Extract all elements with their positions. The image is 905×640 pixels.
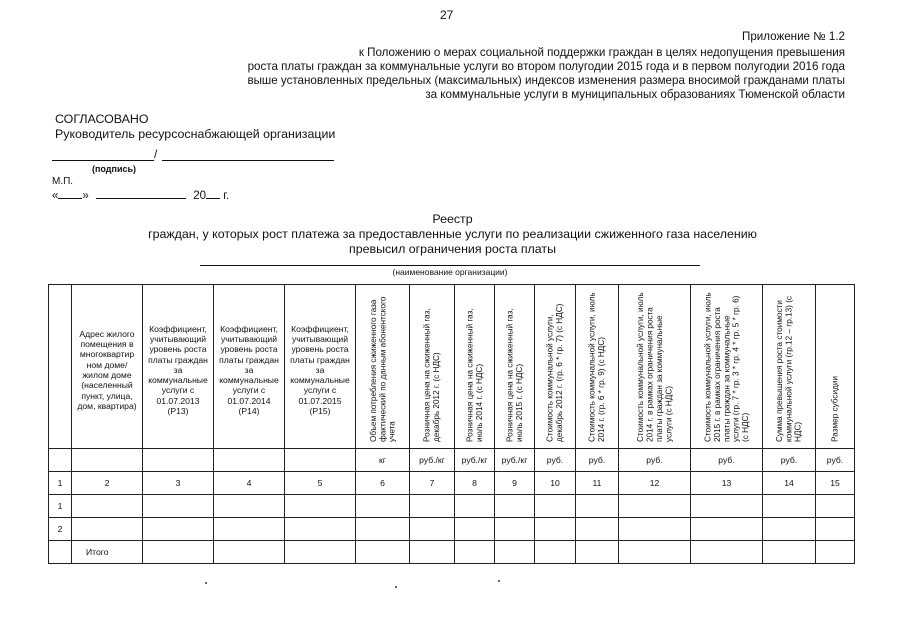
- header-cell-excess: [763, 285, 816, 449]
- appendix-header: [205, 30, 845, 102]
- appendix-line: за коммунальные услуги в муниципальных образованиях Тюменской области: [425, 88, 845, 101]
- header-volume: Объем потребления сжиженного газа фактический по данным абонентского учета: [368, 296, 397, 442]
- row-number: 1: [49, 495, 72, 518]
- column-number: 13: [691, 472, 763, 495]
- day-blank: [58, 188, 82, 199]
- page-number: 27: [440, 8, 454, 22]
- header-cell-cost-2014-limit: [619, 285, 691, 449]
- column-number-row: [49, 472, 855, 495]
- unit-cell: [214, 449, 285, 472]
- register-subtitle: граждан, у которых рост платежа за предоставленные услуги по реализации сжиженного газа населению: [148, 227, 757, 241]
- unit-cell: [285, 449, 356, 472]
- unit-cell: [49, 449, 72, 472]
- header-coef-p15: Коэффициент, учитывающий уровень роста платы граждан за коммунальные услуги с 01.07.2015 (Р15): [285, 285, 356, 449]
- scan-speck: [498, 580, 500, 582]
- header-cost-2015-limit: Стоимость коммунальной услуги, июль 2015 г. в рамках ограничения роста платы граждан за коммунальные услуги (гр. 7 * гр. 3 * гр. 4 * гр. 5 * гр. 6) (с НДС): [702, 291, 750, 442]
- header-cost-2012: Стоимость коммунальной услуги, декабрь 2012 г. (гр. 6 * гр. 7) (с НДС): [545, 303, 564, 442]
- unit-cell: [143, 449, 214, 472]
- unit-cell: руб./кг: [495, 449, 535, 472]
- column-number: 4: [214, 472, 285, 495]
- approval-block: [55, 112, 335, 142]
- row-number: 2: [49, 518, 72, 541]
- signature-line: [162, 150, 334, 161]
- header-coef-p13: Коэффициент, учитывающий уровень роста платы граждан за коммунальные услуги с 01.07.2013 (Р13): [143, 285, 214, 449]
- header-coef-p14: Коэффициент, учитывающий уровень роста платы граждан за коммунальные услуги с 01.07.2014 (Р14): [214, 285, 285, 449]
- row-number: [49, 541, 72, 564]
- header-cell: [49, 285, 72, 449]
- header-cell-volume: [356, 285, 410, 449]
- total-label: Итого: [72, 541, 143, 564]
- header-cell-cost-2014: [576, 285, 619, 449]
- column-number: 7: [410, 472, 455, 495]
- unit-cell: руб.: [763, 449, 816, 472]
- unit-cell: руб.: [691, 449, 763, 472]
- column-number: 11: [576, 472, 619, 495]
- column-number: 5: [285, 472, 356, 495]
- header-price-2015: Розничная цена на сжиженный газ, июль 2015 г. (с НДС): [505, 307, 524, 442]
- unit-cell: руб./кг: [455, 449, 495, 472]
- date-quote-open: «: [52, 190, 59, 202]
- header-cell-price-2012: [410, 285, 455, 449]
- date-row: [52, 188, 229, 202]
- header-cell-cost-2015-limit: [691, 285, 763, 449]
- month-blank: [96, 188, 186, 199]
- row-label: [72, 518, 143, 541]
- column-number: 1: [49, 472, 72, 495]
- appendix-line: роста платы граждан за коммунальные услуги во втором полугодии 2015 года и в первом полугодии 2016 года: [247, 60, 845, 73]
- column-number: 15: [816, 472, 855, 495]
- scan-speck: [395, 586, 397, 588]
- units-row: [49, 449, 855, 472]
- appendix-line: выше установленных предельных (максимальных) индексов изменения размера вносимой гражданами платы: [247, 74, 845, 87]
- register-title: Реестр: [432, 212, 473, 226]
- column-number: 9: [495, 472, 535, 495]
- register-table: [48, 284, 855, 564]
- column-number: 12: [619, 472, 691, 495]
- year-suffix: г.: [223, 190, 230, 202]
- header-cost-2014-limit: Стоимость коммунальной услуги, июль 2014 г. в рамках ограничения роста платы граждан за коммунальные услуги (с НДС): [635, 291, 673, 442]
- column-number: 14: [763, 472, 816, 495]
- signature-slash: /: [154, 147, 158, 161]
- unit-cell: руб.: [535, 449, 576, 472]
- unit-cell: руб.: [576, 449, 619, 472]
- organization-caption: (наименование организации): [392, 267, 508, 277]
- column-number: 10: [535, 472, 576, 495]
- unit-cell: кг: [356, 449, 410, 472]
- appendix-title: Приложение № 1.2: [742, 30, 845, 43]
- organization-line: [200, 265, 700, 266]
- header-excess: Сумма превышения роста стоимости коммунальной услуги (гр.12 – гр.13) (с НДС): [774, 295, 803, 442]
- header-cell-subsidy: [816, 285, 855, 449]
- unit-cell: руб.: [816, 449, 855, 472]
- signature-name-line: [52, 150, 154, 161]
- date-quote-close: »: [82, 190, 89, 202]
- row-label: [72, 495, 143, 518]
- year-prefix: 20: [193, 190, 207, 202]
- register-subtitle-2: превысил ограничения роста платы: [349, 242, 556, 256]
- column-number: 2: [72, 472, 143, 495]
- signature-caption: (подпись): [92, 164, 137, 174]
- year-blank: [206, 188, 220, 199]
- column-number: 6: [356, 472, 410, 495]
- header-cost-2014: Стоимость коммунальной услуги, июль 2014 г. (гр. 6 * гр. 9) (с НДС): [587, 291, 606, 442]
- stamp-label: М.П.: [52, 176, 74, 187]
- appendix-line: к Положению о мерах социальной поддержки граждан в целях недопущения превышения: [358, 46, 845, 59]
- table-header-row: [49, 285, 855, 449]
- header-price-2012: Розничная цена на сжиженный газ, декабрь 2012 г. (с НДС): [422, 307, 441, 442]
- unit-cell: руб.: [619, 449, 691, 472]
- unit-cell: руб./кг: [410, 449, 455, 472]
- header-address: Адрес жилого помещения в многоквартир ном доме/ жилом доме (населенный пункт, улица, дом, квартира): [72, 285, 143, 449]
- header-price-2014: Розничная цена на сжиженный газ, июль 2014 г. (с НДС): [465, 307, 484, 442]
- approval-subtitle: Руководитель ресурсоснабжающей организации: [55, 127, 336, 141]
- table-total-row: [49, 541, 855, 564]
- header-cell-cost-2012: [535, 285, 576, 449]
- header-cell-price-2014: [455, 285, 495, 449]
- unit-cell: [72, 449, 143, 472]
- column-number: 8: [455, 472, 495, 495]
- approval-title: СОГЛАСОВАНО: [55, 112, 149, 126]
- table-row: [49, 518, 855, 541]
- column-number: 3: [143, 472, 214, 495]
- scan-speck: [205, 582, 207, 584]
- header-subsidy: Размер субсидии: [830, 375, 840, 442]
- table-row: [49, 495, 855, 518]
- header-cell-price-2015: [495, 285, 535, 449]
